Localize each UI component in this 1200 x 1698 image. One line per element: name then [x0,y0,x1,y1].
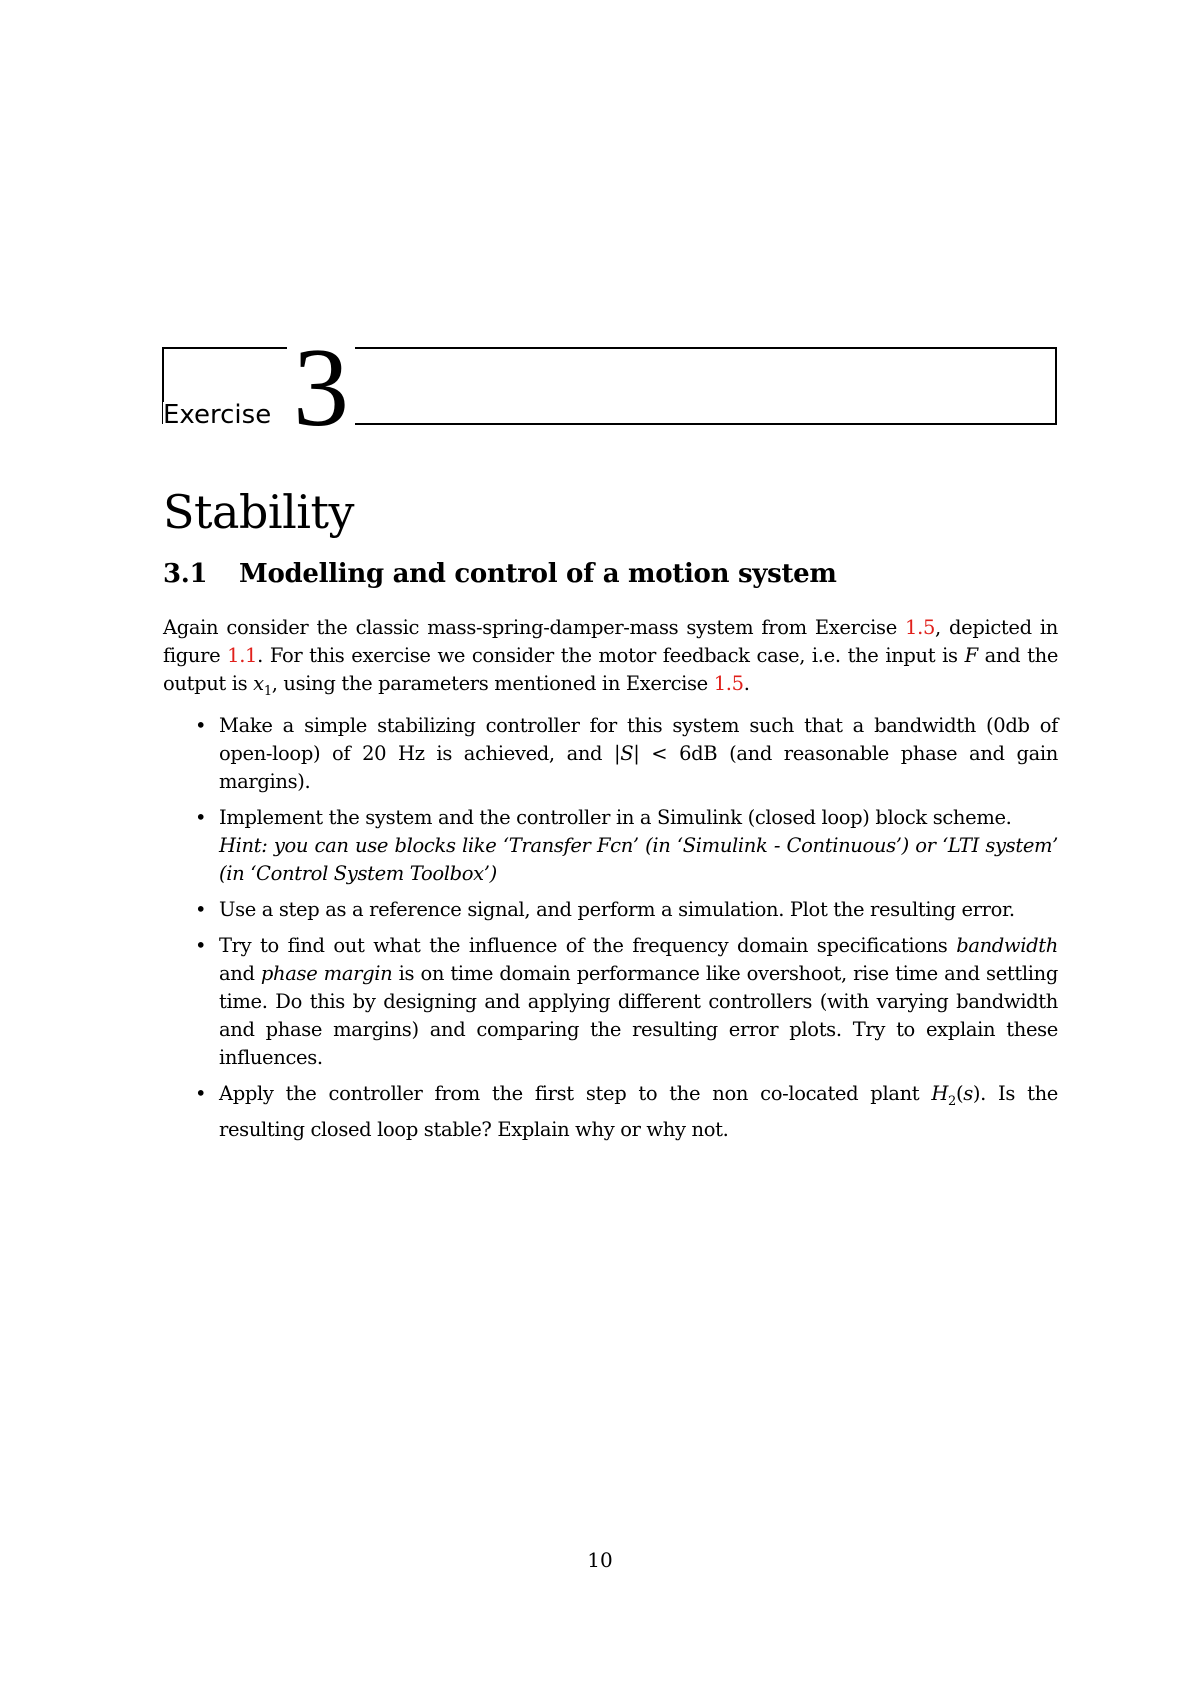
intro-text: , using the parameters mentioned in Exercise [271,672,714,695]
chapter-number: 3 [287,338,355,438]
math-var-x: x [253,672,264,695]
hint-text: Hint: you can use blocks like ‘Transfer Fcn’ (in ‘Simulink - Continuous’) or ‘LTI system’ (in ‘Control System Toolbox’) [219,834,1058,885]
math-var-S: S [620,742,634,765]
item-text: is on time domain performance like overshoot, rise time and settling time. Do this by designing and applying different controllers (with varying bandwidth and phase margins) and comparing the resulting error plots. Try to explain these influences. [219,962,1058,1069]
list-item [195,896,1058,924]
list-item [195,1080,1058,1144]
intro-text: . [743,672,750,695]
math-var-F: F [964,644,978,667]
chapter-header [163,326,1058,450]
emphasis-term: phase margin [260,962,393,985]
list-item [195,712,1058,796]
task-list [195,712,1058,1152]
chapter-title: Stability [163,485,354,539]
exercise-ref-link[interactable]: 1.5 [713,672,744,695]
bullet-icon: • [195,898,207,921]
section-heading [163,556,837,592]
item-text: Make a simple stabilizing controller for this system such that a bandwidth (0db of open-loop) of 20 Hz is achieved, and | [219,714,1058,765]
intro-text: Again consider the classic mass-spring-damper-mass system from Exercise [163,616,906,639]
math-var-H: H [931,1082,949,1105]
page-number: 10 [587,1548,613,1572]
intro-text: . For this exercise we consider the motor feedback case, i.e. the input is [257,644,965,667]
item-text: ). Is the resulting closed loop stable? Explain why or why not. [219,1082,1058,1141]
item-text: ( [955,1082,964,1105]
intro-text: and the output is [163,644,1059,695]
item-text: Implement the system and the controller in a Simulink (closed loop) block scheme. [219,806,1012,829]
bullet-icon: • [195,714,207,737]
intro-text: , depicted in figure [163,616,1058,667]
math-subscript: 1 [263,683,272,699]
item-text: Try to find out what the influence of the frequency domain specifications [219,934,957,957]
item-text: | < 6dB (and reasonable phase and gain margins). [219,742,1058,793]
item-text: Apply the controller from the first step to the non co-located plant [219,1082,932,1105]
list-item [195,932,1058,1072]
section-title: Modelling and control of a motion system [239,559,837,589]
math-subscript: 2 [948,1093,956,1109]
chapter-label: Exercise [163,402,275,428]
bullet-icon: • [195,806,207,829]
section-number: 3.1 [163,559,208,589]
item-text: Use a step as a reference signal, and perform a simulation. Plot the resulting error. [219,898,1015,921]
item-text: and [219,962,261,985]
exercise-ref-link[interactable]: 1.5 [905,616,936,639]
list-item [195,804,1058,888]
bullet-icon: • [195,1082,207,1105]
math-var-s: s [963,1082,973,1105]
emphasis-term: bandwidth [956,934,1058,957]
figure-ref-link[interactable]: 1.1 [227,644,258,667]
bullet-icon: • [195,934,207,957]
intro-paragraph [163,614,1058,706]
